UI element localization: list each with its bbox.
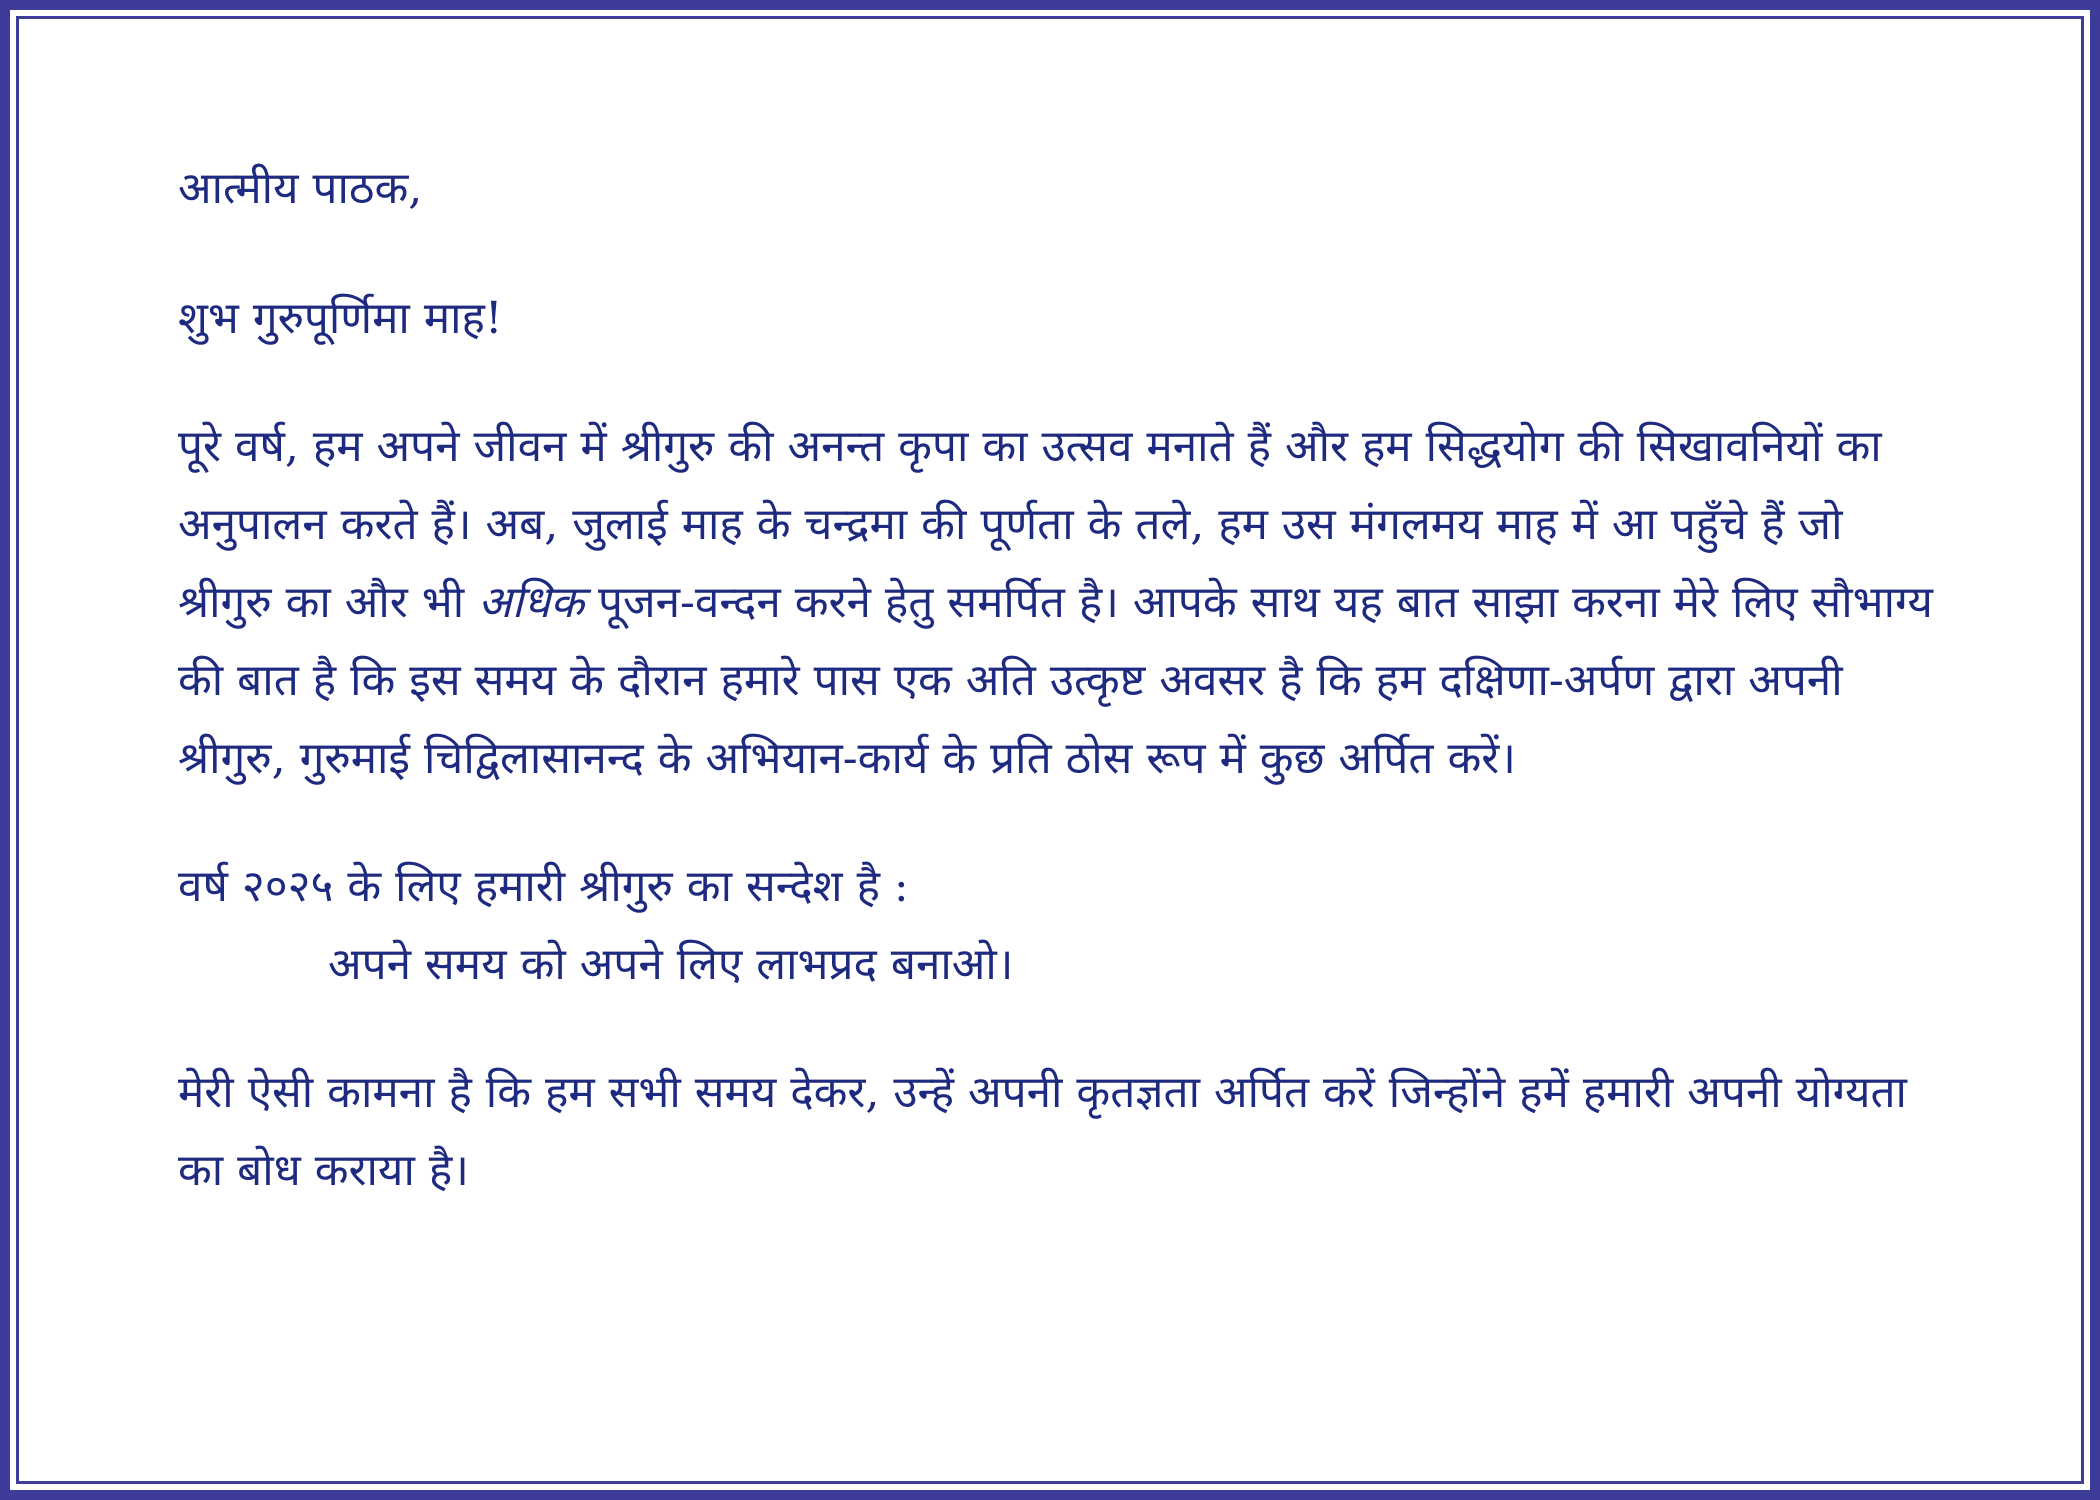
salutation: आत्मीय पाठक, bbox=[178, 163, 423, 214]
letter-body bbox=[178, 150, 1938, 1210]
message-intro: वर्ष २०२५ के लिए हमारी श्रीगुरु का सन्देश है : bbox=[178, 861, 909, 912]
message-quote: अपने समय को अपने लिए लाभप्रद बनाओ। bbox=[328, 939, 1014, 990]
closing-paragraph: मेरी ऐसी कामना है कि हम सभी समय देकर, उन्हें अपनी कृतज्ञता अर्पित करें जिन्होंने हमें हमारी अपनी योग्यता का बोध कराया है। bbox=[178, 1067, 1907, 1196]
main-paragraph-part-1: पूरे वर्ष, हम अपने जीवन में श्रीगुरु की अनन्त कृपा का उत्सव मनाते हैं और हम सिद्धयोग की सिखावनियों का अनुपालन करते हैं। अब, जुलाई माह के चन्द्रमा की पूर्णता के तले, हम उस मंगलमय माह में आ पहुँचे हैं जो श्रीगुरु का और भी bbox=[178, 421, 1882, 628]
main-paragraph bbox=[178, 408, 1938, 798]
main-paragraph-part-2: पूजन-वन्दन करने हेतु समर्पित है। आपके साथ यह बात साझा करना मेरे लिए सौभाग्य की बात है कि इस समय के दौरान हमारे पास एक अति उत्कृष्ट अवसर है कि हम दक्षिणा-अर्पण द्वारा अपनी श्रीगुरु, गुरुमाई चिद्विलासानन्द के अभियान-कार्य के प्रति ठोस रूप में कुछ अर्पित करें। bbox=[178, 577, 1933, 784]
greeting: शुभ गुरुपूर्णिमा माह! bbox=[178, 293, 503, 344]
emphasized-word: अधिक bbox=[478, 577, 584, 628]
